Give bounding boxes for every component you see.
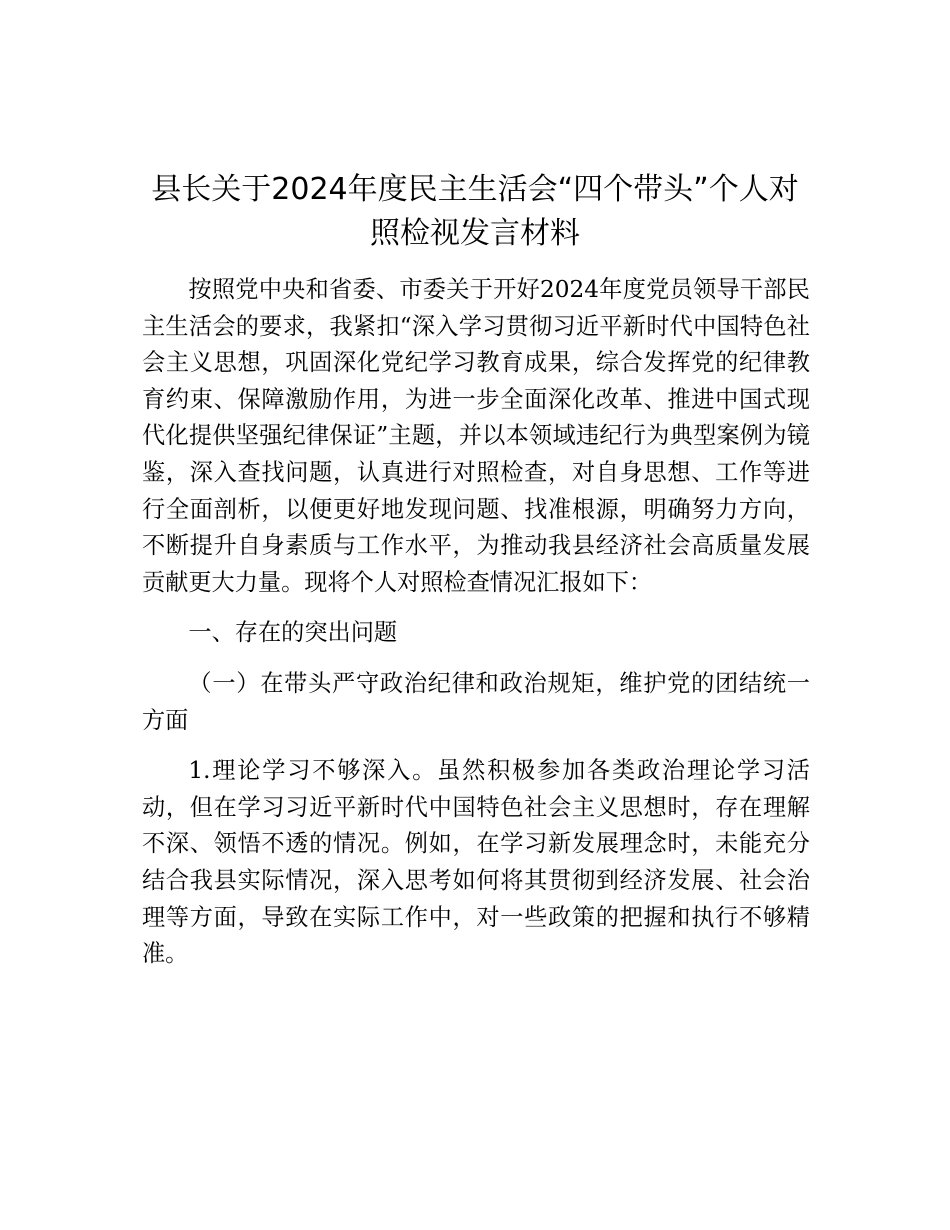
section-heading: 一、存在的突出问题: [188, 619, 398, 647]
intro-paragraph: 按照党中央和省委、市委关于开好2024年度党员领导干部民主生活会的要求，我紧扣“深入学习贯彻习近平新时代中国特色社会主义思想，巩固深化党纪学习教育成果，综合发挥党的纪律教育约束、保障激励作用，为进一步全面深化改革、推进中国式现代化提供坚强纪律保证”主题，并以本领域违纪行为典型案例为镜鉴，深入查找问题，认真进行对照检查，对自身思想、工作等进行全面剖析，以便更好地发现问题、找准根源，明确努力方向，不断提升自身素质与工作水平，为推动我县经济社会高质量发展贡献更大力量。现将个人对照检查情况汇报如下：: [142, 276, 810, 596]
document-body: [142, 272, 810, 987]
issue-paragraph: 1.理论学习不够深入。虽然积极参加各类政治理论学习活动，但在学习习近平新时代中国特色社会主义思想时，存在理解不深、领悟不透的情况。例如，在学习新发展理念时，未能充分结合我县实际情况，深入思考如何将其贯彻到经济发展、社会治理等方面，导致在实际工作中，对一些政策的把握和执行不够精准。: [142, 757, 810, 968]
subsection-heading: （一）在带头严守政治纪律和政治规矩，维护党的团结统一方面: [142, 669, 810, 734]
document-title: 县长关于2024年度民主生活会“四个带头”个人对照检视发言材料: [151, 172, 799, 251]
